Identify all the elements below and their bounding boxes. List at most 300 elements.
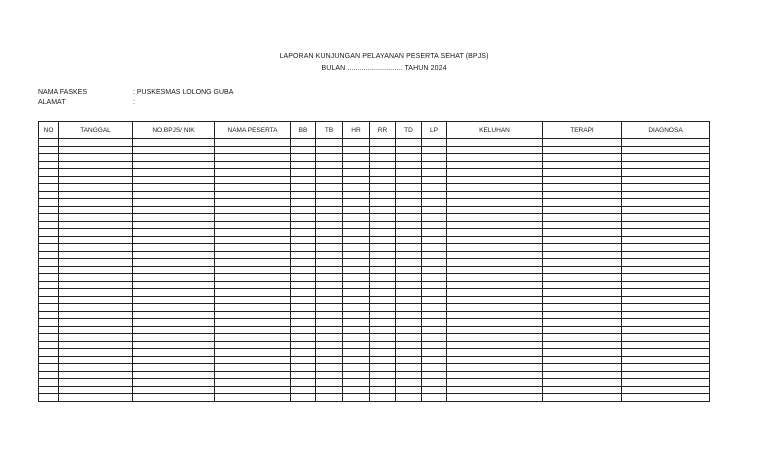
table-cell[interactable]	[422, 379, 447, 387]
table-cell[interactable]	[133, 386, 215, 394]
table-cell[interactable]	[447, 176, 543, 184]
table-cell[interactable]	[59, 251, 133, 259]
table-cell[interactable]	[59, 206, 133, 214]
table-cell[interactable]	[39, 326, 59, 334]
table-cell[interactable]	[370, 319, 396, 327]
table-cell[interactable]	[447, 154, 543, 162]
table-cell[interactable]	[215, 326, 291, 334]
table-cell[interactable]	[215, 334, 291, 342]
table-cell[interactable]	[133, 311, 215, 319]
table-cell[interactable]	[543, 259, 622, 267]
table-cell[interactable]	[396, 334, 422, 342]
table-cell[interactable]	[422, 371, 447, 379]
table-cell[interactable]	[59, 319, 133, 327]
table-cell[interactable]	[39, 146, 59, 154]
table-cell[interactable]	[291, 394, 316, 402]
table-cell[interactable]	[133, 214, 215, 222]
table-cell[interactable]	[59, 364, 133, 372]
table-cell[interactable]	[291, 169, 316, 177]
table-cell[interactable]	[396, 259, 422, 267]
table-cell[interactable]	[447, 161, 543, 169]
table-cell[interactable]	[396, 146, 422, 154]
table-cell[interactable]	[447, 296, 543, 304]
table-cell[interactable]	[343, 199, 370, 207]
table-cell[interactable]	[622, 266, 710, 274]
table-cell[interactable]	[215, 236, 291, 244]
table-cell[interactable]	[291, 176, 316, 184]
table-cell[interactable]	[543, 139, 622, 147]
table-cell[interactable]	[422, 266, 447, 274]
table-cell[interactable]	[543, 191, 622, 199]
table-cell[interactable]	[316, 394, 343, 402]
table-cell[interactable]	[59, 169, 133, 177]
table-cell[interactable]	[370, 139, 396, 147]
table-cell[interactable]	[316, 356, 343, 364]
table-cell[interactable]	[370, 176, 396, 184]
table-cell[interactable]	[291, 139, 316, 147]
table-cell[interactable]	[316, 289, 343, 297]
table-cell[interactable]	[133, 304, 215, 312]
table-cell[interactable]	[622, 289, 710, 297]
table-cell[interactable]	[343, 244, 370, 252]
table-cell[interactable]	[215, 379, 291, 387]
table-cell[interactable]	[316, 206, 343, 214]
table-cell[interactable]	[316, 236, 343, 244]
table-cell[interactable]	[370, 221, 396, 229]
table-cell[interactable]	[396, 319, 422, 327]
table-cell[interactable]	[39, 274, 59, 282]
table-cell[interactable]	[39, 349, 59, 357]
table-cell[interactable]	[447, 371, 543, 379]
table-cell[interactable]	[343, 304, 370, 312]
table-cell[interactable]	[39, 379, 59, 387]
table-cell[interactable]	[543, 319, 622, 327]
table-cell[interactable]	[215, 304, 291, 312]
table-cell[interactable]	[543, 296, 622, 304]
table-cell[interactable]	[133, 334, 215, 342]
table-cell[interactable]	[422, 356, 447, 364]
table-cell[interactable]	[133, 266, 215, 274]
table-cell[interactable]	[396, 244, 422, 252]
table-cell[interactable]	[543, 289, 622, 297]
table-cell[interactable]	[447, 184, 543, 192]
table-cell[interactable]	[422, 274, 447, 282]
table-cell[interactable]	[215, 371, 291, 379]
table-cell[interactable]	[39, 356, 59, 364]
table-cell[interactable]	[291, 199, 316, 207]
table-cell[interactable]	[59, 371, 133, 379]
table-cell[interactable]	[543, 356, 622, 364]
table-cell[interactable]	[370, 229, 396, 237]
table-cell[interactable]	[396, 379, 422, 387]
table-cell[interactable]	[291, 319, 316, 327]
table-cell[interactable]	[215, 176, 291, 184]
table-cell[interactable]	[447, 214, 543, 222]
table-cell[interactable]	[39, 386, 59, 394]
table-cell[interactable]	[370, 311, 396, 319]
table-cell[interactable]	[447, 349, 543, 357]
table-cell[interactable]	[215, 139, 291, 147]
table-cell[interactable]	[316, 221, 343, 229]
table-cell[interactable]	[316, 386, 343, 394]
table-cell[interactable]	[343, 184, 370, 192]
table-cell[interactable]	[59, 356, 133, 364]
table-cell[interactable]	[343, 394, 370, 402]
table-cell[interactable]	[422, 394, 447, 402]
table-cell[interactable]	[133, 296, 215, 304]
table-cell[interactable]	[215, 244, 291, 252]
table-cell[interactable]	[622, 176, 710, 184]
table-cell[interactable]	[370, 154, 396, 162]
table-cell[interactable]	[422, 139, 447, 147]
table-cell[interactable]	[396, 161, 422, 169]
table-cell[interactable]	[370, 341, 396, 349]
table-cell[interactable]	[370, 206, 396, 214]
table-cell[interactable]	[343, 311, 370, 319]
table-cell[interactable]	[39, 214, 59, 222]
table-cell[interactable]	[133, 146, 215, 154]
table-cell[interactable]	[39, 311, 59, 319]
table-cell[interactable]	[39, 394, 59, 402]
table-cell[interactable]	[622, 221, 710, 229]
table-cell[interactable]	[59, 379, 133, 387]
table-cell[interactable]	[622, 154, 710, 162]
table-cell[interactable]	[343, 229, 370, 237]
table-cell[interactable]	[622, 259, 710, 267]
table-cell[interactable]	[215, 289, 291, 297]
table-cell[interactable]	[543, 251, 622, 259]
table-cell[interactable]	[316, 139, 343, 147]
table-cell[interactable]	[343, 281, 370, 289]
table-cell[interactable]	[133, 371, 215, 379]
table-cell[interactable]	[422, 326, 447, 334]
table-cell[interactable]	[291, 386, 316, 394]
table-cell[interactable]	[316, 146, 343, 154]
table-cell[interactable]	[370, 394, 396, 402]
table-cell[interactable]	[370, 266, 396, 274]
table-cell[interactable]	[59, 281, 133, 289]
table-cell[interactable]	[343, 221, 370, 229]
table-cell[interactable]	[370, 236, 396, 244]
table-cell[interactable]	[215, 191, 291, 199]
table-cell[interactable]	[543, 206, 622, 214]
table-cell[interactable]	[59, 229, 133, 237]
table-cell[interactable]	[370, 304, 396, 312]
table-cell[interactable]	[422, 184, 447, 192]
table-cell[interactable]	[422, 349, 447, 357]
table-cell[interactable]	[370, 146, 396, 154]
table-cell[interactable]	[422, 146, 447, 154]
table-cell[interactable]	[622, 184, 710, 192]
table-cell[interactable]	[291, 334, 316, 342]
table-cell[interactable]	[343, 334, 370, 342]
table-cell[interactable]	[543, 364, 622, 372]
table-cell[interactable]	[343, 379, 370, 387]
table-cell[interactable]	[422, 259, 447, 267]
table-cell[interactable]	[622, 214, 710, 222]
table-cell[interactable]	[370, 326, 396, 334]
table-cell[interactable]	[622, 319, 710, 327]
table-cell[interactable]	[39, 184, 59, 192]
table-cell[interactable]	[447, 386, 543, 394]
table-cell[interactable]	[39, 236, 59, 244]
table-cell[interactable]	[422, 341, 447, 349]
table-cell[interactable]	[622, 326, 710, 334]
table-cell[interactable]	[543, 266, 622, 274]
table-cell[interactable]	[343, 289, 370, 297]
table-cell[interactable]	[422, 296, 447, 304]
table-cell[interactable]	[622, 229, 710, 237]
table-cell[interactable]	[39, 251, 59, 259]
table-cell[interactable]	[622, 274, 710, 282]
table-cell[interactable]	[215, 259, 291, 267]
table-cell[interactable]	[622, 296, 710, 304]
table-cell[interactable]	[622, 341, 710, 349]
table-cell[interactable]	[343, 236, 370, 244]
table-cell[interactable]	[543, 304, 622, 312]
table-cell[interactable]	[343, 266, 370, 274]
table-cell[interactable]	[543, 394, 622, 402]
table-cell[interactable]	[343, 259, 370, 267]
table-cell[interactable]	[343, 386, 370, 394]
table-cell[interactable]	[447, 326, 543, 334]
table-cell[interactable]	[422, 244, 447, 252]
table-cell[interactable]	[59, 154, 133, 162]
table-cell[interactable]	[622, 356, 710, 364]
table-cell[interactable]	[447, 236, 543, 244]
table-cell[interactable]	[396, 221, 422, 229]
table-cell[interactable]	[59, 349, 133, 357]
table-cell[interactable]	[215, 206, 291, 214]
table-cell[interactable]	[543, 341, 622, 349]
table-cell[interactable]	[133, 154, 215, 162]
table-cell[interactable]	[59, 139, 133, 147]
table-cell[interactable]	[59, 191, 133, 199]
table-cell[interactable]	[543, 281, 622, 289]
table-cell[interactable]	[396, 341, 422, 349]
table-cell[interactable]	[215, 161, 291, 169]
table-cell[interactable]	[291, 244, 316, 252]
table-cell[interactable]	[343, 356, 370, 364]
table-cell[interactable]	[316, 191, 343, 199]
table-cell[interactable]	[543, 386, 622, 394]
table-cell[interactable]	[39, 244, 59, 252]
table-cell[interactable]	[39, 206, 59, 214]
table-cell[interactable]	[316, 244, 343, 252]
table-cell[interactable]	[291, 184, 316, 192]
table-cell[interactable]	[133, 161, 215, 169]
table-cell[interactable]	[447, 259, 543, 267]
table-cell[interactable]	[59, 184, 133, 192]
table-cell[interactable]	[343, 349, 370, 357]
table-cell[interactable]	[370, 161, 396, 169]
table-cell[interactable]	[622, 386, 710, 394]
table-cell[interactable]	[447, 139, 543, 147]
table-cell[interactable]	[447, 229, 543, 237]
table-cell[interactable]	[215, 221, 291, 229]
table-cell[interactable]	[447, 206, 543, 214]
table-cell[interactable]	[622, 199, 710, 207]
table-cell[interactable]	[622, 169, 710, 177]
table-cell[interactable]	[622, 146, 710, 154]
table-cell[interactable]	[422, 214, 447, 222]
table-cell[interactable]	[543, 229, 622, 237]
table-cell[interactable]	[447, 169, 543, 177]
table-cell[interactable]	[422, 229, 447, 237]
table-cell[interactable]	[316, 311, 343, 319]
table-cell[interactable]	[447, 281, 543, 289]
table-cell[interactable]	[422, 386, 447, 394]
table-cell[interactable]	[422, 161, 447, 169]
table-cell[interactable]	[133, 379, 215, 387]
table-cell[interactable]	[622, 394, 710, 402]
table-cell[interactable]	[622, 311, 710, 319]
table-cell[interactable]	[291, 296, 316, 304]
table-cell[interactable]	[343, 274, 370, 282]
table-cell[interactable]	[39, 259, 59, 267]
table-cell[interactable]	[133, 259, 215, 267]
table-cell[interactable]	[215, 251, 291, 259]
table-cell[interactable]	[316, 334, 343, 342]
table-cell[interactable]	[59, 221, 133, 229]
table-cell[interactable]	[133, 394, 215, 402]
table-cell[interactable]	[59, 386, 133, 394]
table-cell[interactable]	[543, 154, 622, 162]
table-cell[interactable]	[316, 161, 343, 169]
table-cell[interactable]	[543, 274, 622, 282]
table-cell[interactable]	[370, 296, 396, 304]
table-cell[interactable]	[39, 334, 59, 342]
table-cell[interactable]	[447, 304, 543, 312]
table-cell[interactable]	[291, 154, 316, 162]
table-cell[interactable]	[396, 326, 422, 334]
table-cell[interactable]	[396, 296, 422, 304]
table-cell[interactable]	[622, 244, 710, 252]
table-cell[interactable]	[543, 371, 622, 379]
table-cell[interactable]	[370, 364, 396, 372]
table-cell[interactable]	[291, 304, 316, 312]
table-cell[interactable]	[396, 364, 422, 372]
table-cell[interactable]	[447, 334, 543, 342]
table-cell[interactable]	[543, 176, 622, 184]
table-cell[interactable]	[447, 379, 543, 387]
table-cell[interactable]	[396, 274, 422, 282]
table-cell[interactable]	[215, 184, 291, 192]
table-cell[interactable]	[422, 281, 447, 289]
table-cell[interactable]	[447, 266, 543, 274]
table-cell[interactable]	[396, 229, 422, 237]
table-cell[interactable]	[447, 244, 543, 252]
table-cell[interactable]	[370, 349, 396, 357]
table-cell[interactable]	[343, 214, 370, 222]
table-cell[interactable]	[316, 304, 343, 312]
table-cell[interactable]	[316, 169, 343, 177]
table-cell[interactable]	[59, 236, 133, 244]
table-cell[interactable]	[543, 214, 622, 222]
table-cell[interactable]	[215, 274, 291, 282]
table-cell[interactable]	[422, 319, 447, 327]
table-cell[interactable]	[396, 281, 422, 289]
table-cell[interactable]	[291, 289, 316, 297]
table-cell[interactable]	[133, 364, 215, 372]
table-cell[interactable]	[291, 379, 316, 387]
table-cell[interactable]	[343, 371, 370, 379]
table-cell[interactable]	[396, 356, 422, 364]
table-cell[interactable]	[396, 199, 422, 207]
table-cell[interactable]	[622, 334, 710, 342]
table-cell[interactable]	[215, 266, 291, 274]
table-cell[interactable]	[39, 176, 59, 184]
table-cell[interactable]	[39, 161, 59, 169]
table-cell[interactable]	[215, 394, 291, 402]
table-cell[interactable]	[370, 184, 396, 192]
table-cell[interactable]	[59, 161, 133, 169]
table-cell[interactable]	[447, 146, 543, 154]
table-cell[interactable]	[343, 169, 370, 177]
table-cell[interactable]	[316, 341, 343, 349]
table-cell[interactable]	[370, 199, 396, 207]
table-cell[interactable]	[291, 349, 316, 357]
table-cell[interactable]	[39, 319, 59, 327]
table-cell[interactable]	[422, 236, 447, 244]
table-cell[interactable]	[370, 379, 396, 387]
table-cell[interactable]	[396, 206, 422, 214]
table-cell[interactable]	[215, 296, 291, 304]
table-cell[interactable]	[447, 364, 543, 372]
table-cell[interactable]	[39, 221, 59, 229]
table-cell[interactable]	[291, 356, 316, 364]
table-cell[interactable]	[622, 364, 710, 372]
table-cell[interactable]	[39, 139, 59, 147]
table-cell[interactable]	[133, 289, 215, 297]
table-cell[interactable]	[291, 326, 316, 334]
table-cell[interactable]	[422, 364, 447, 372]
table-cell[interactable]	[543, 334, 622, 342]
table-cell[interactable]	[59, 176, 133, 184]
table-cell[interactable]	[447, 341, 543, 349]
table-cell[interactable]	[59, 146, 133, 154]
table-cell[interactable]	[291, 236, 316, 244]
table-cell[interactable]	[133, 139, 215, 147]
table-cell[interactable]	[39, 296, 59, 304]
table-cell[interactable]	[316, 364, 343, 372]
table-cell[interactable]	[133, 191, 215, 199]
table-cell[interactable]	[133, 251, 215, 259]
table-cell[interactable]	[422, 289, 447, 297]
table-cell[interactable]	[39, 191, 59, 199]
table-cell[interactable]	[316, 326, 343, 334]
table-cell[interactable]	[343, 176, 370, 184]
table-cell[interactable]	[343, 161, 370, 169]
table-cell[interactable]	[543, 169, 622, 177]
table-cell[interactable]	[343, 146, 370, 154]
table-cell[interactable]	[396, 266, 422, 274]
table-cell[interactable]	[291, 274, 316, 282]
table-cell[interactable]	[133, 206, 215, 214]
table-cell[interactable]	[291, 221, 316, 229]
table-cell[interactable]	[133, 169, 215, 177]
table-cell[interactable]	[370, 386, 396, 394]
table-cell[interactable]	[422, 199, 447, 207]
table-cell[interactable]	[370, 334, 396, 342]
table-cell[interactable]	[59, 296, 133, 304]
table-cell[interactable]	[370, 289, 396, 297]
table-cell[interactable]	[543, 236, 622, 244]
table-cell[interactable]	[291, 311, 316, 319]
table-cell[interactable]	[543, 379, 622, 387]
table-cell[interactable]	[133, 176, 215, 184]
table-cell[interactable]	[422, 191, 447, 199]
